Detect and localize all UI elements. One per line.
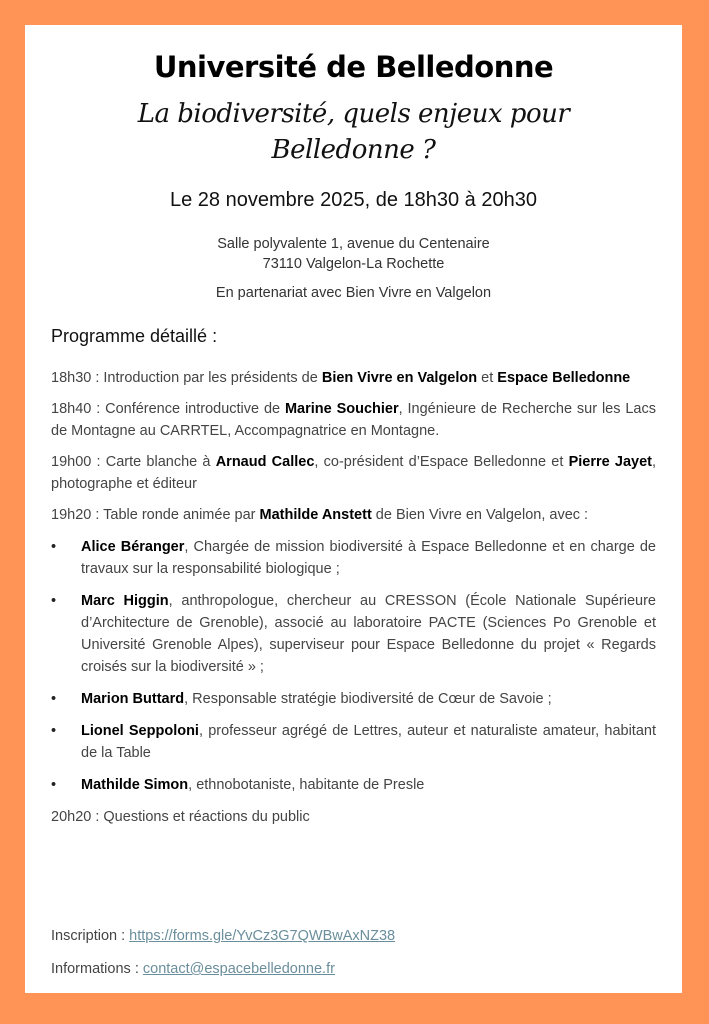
participant-description: , anthropologue, chercheur au CRESSON (École Nationale Supérieure d’Architecture de Grenoble), associé au laboratoire PACTE (Sciences Po Grenoble et Université Grenoble Alpes), superviseur pour Espace Belledonne du projet « Regards croisés sur la biodiversité » ;: [81, 593, 656, 675]
participant-description: , Responsable stratégie biodiversité de Cœur de Savoie ;: [184, 691, 552, 707]
participant-name: Alice Béranger: [81, 539, 185, 555]
bullet-icon: •: [51, 539, 57, 555]
participant-item: [51, 774, 656, 796]
participant-description: , Chargée de mission biodiversité à Espace Belledonne et en charge de travaux sur la responsabilité biologique ;: [81, 539, 656, 577]
programme-text: 18h30 : Introduction par les présidents de: [51, 370, 322, 386]
footer: [51, 925, 395, 991]
event-date: Le 28 novembre 2025, de 18h30 à 20h30: [170, 189, 537, 211]
participant-description: , professeur agrégé de Lettres, auteur et naturaliste amateur, habitant de la Table: [81, 723, 656, 761]
bullet-icon: •: [51, 723, 57, 739]
programme-item: [51, 504, 656, 526]
speaker-name: Arnaud Callec: [215, 454, 315, 470]
programme-item: [51, 398, 656, 442]
programme-closing: 20h20 : Questions et réactions du public: [51, 809, 310, 825]
programme-text: 18h40 : Conférence introductive de: [51, 401, 285, 417]
participant-name: Marc Higgin: [81, 593, 169, 609]
programme-text: de Bien Vivre en Valgelon, avec :: [371, 507, 589, 523]
programme-text: , Ingénieure de Recherche sur les Lacs de Montagne au CARRTEL, Accompagnatrice en Montagne.: [51, 401, 656, 439]
participant-item: [51, 536, 656, 580]
event-subtitle: [51, 96, 656, 168]
speaker-name: Mathilde Anstett: [259, 507, 372, 523]
participant-name: Marion Buttard: [81, 691, 185, 707]
programme-heading: Programme détaillé :: [51, 326, 218, 346]
participant-item: [51, 688, 656, 710]
inscription-link[interactable]: https://forms.gle/YvCz3G7QWBwAxNZ38: [129, 928, 396, 944]
participant-name: Mathilde Simon: [81, 777, 189, 793]
participants-list: [51, 536, 656, 796]
participant-item: [51, 590, 656, 678]
programme-text: , photographe et éditeur: [51, 454, 657, 492]
bullet-icon: •: [51, 691, 57, 707]
partner-text: En partenariat avec Bien Vivre en Valgelon: [215, 285, 492, 301]
venue-address: [51, 234, 656, 274]
address-line-1: Salle polyvalente 1, avenue du Centenaire: [217, 236, 490, 252]
contact-email-link[interactable]: contact@espacebelledonne.fr: [142, 961, 335, 977]
subtitle-line-2: Belledonne ?: [271, 135, 436, 165]
page-title: Université de Belledonne: [153, 50, 554, 84]
info-line: [51, 958, 395, 980]
programme-text: 19h20 : Table ronde animée par: [51, 507, 260, 523]
programme-items: [51, 367, 656, 526]
bullet-icon: •: [51, 777, 57, 793]
info-label: Informations :: [51, 961, 143, 977]
speaker-name: Pierre Jayet: [568, 454, 652, 470]
event-flyer-page: [25, 25, 682, 993]
inscription-line: [51, 925, 395, 947]
programme-item: [51, 367, 656, 389]
speaker-name: Espace Belledonne: [497, 370, 631, 386]
speaker-name: Bien Vivre en Valgelon: [321, 370, 478, 386]
subtitle-line-1: La biodiversité, quels enjeux pour: [137, 99, 570, 129]
programme-item: [51, 451, 656, 495]
programme-text: , co-président d’Espace Belledonne et: [314, 454, 569, 470]
inscription-label: Inscription :: [51, 928, 130, 944]
bullet-icon: •: [51, 593, 57, 609]
participant-description: , ethnobotaniste, habitante de Presle: [188, 777, 425, 793]
programme-text: et: [477, 370, 498, 386]
programme-text: 19h00 : Carte blanche à: [51, 454, 216, 470]
participant-item: [51, 720, 656, 764]
address-line-2: 73110 Valgelon-La Rochette: [262, 256, 445, 272]
speaker-name: Marine Souchier: [284, 401, 399, 417]
participant-name: Lionel Seppoloni: [81, 723, 199, 739]
